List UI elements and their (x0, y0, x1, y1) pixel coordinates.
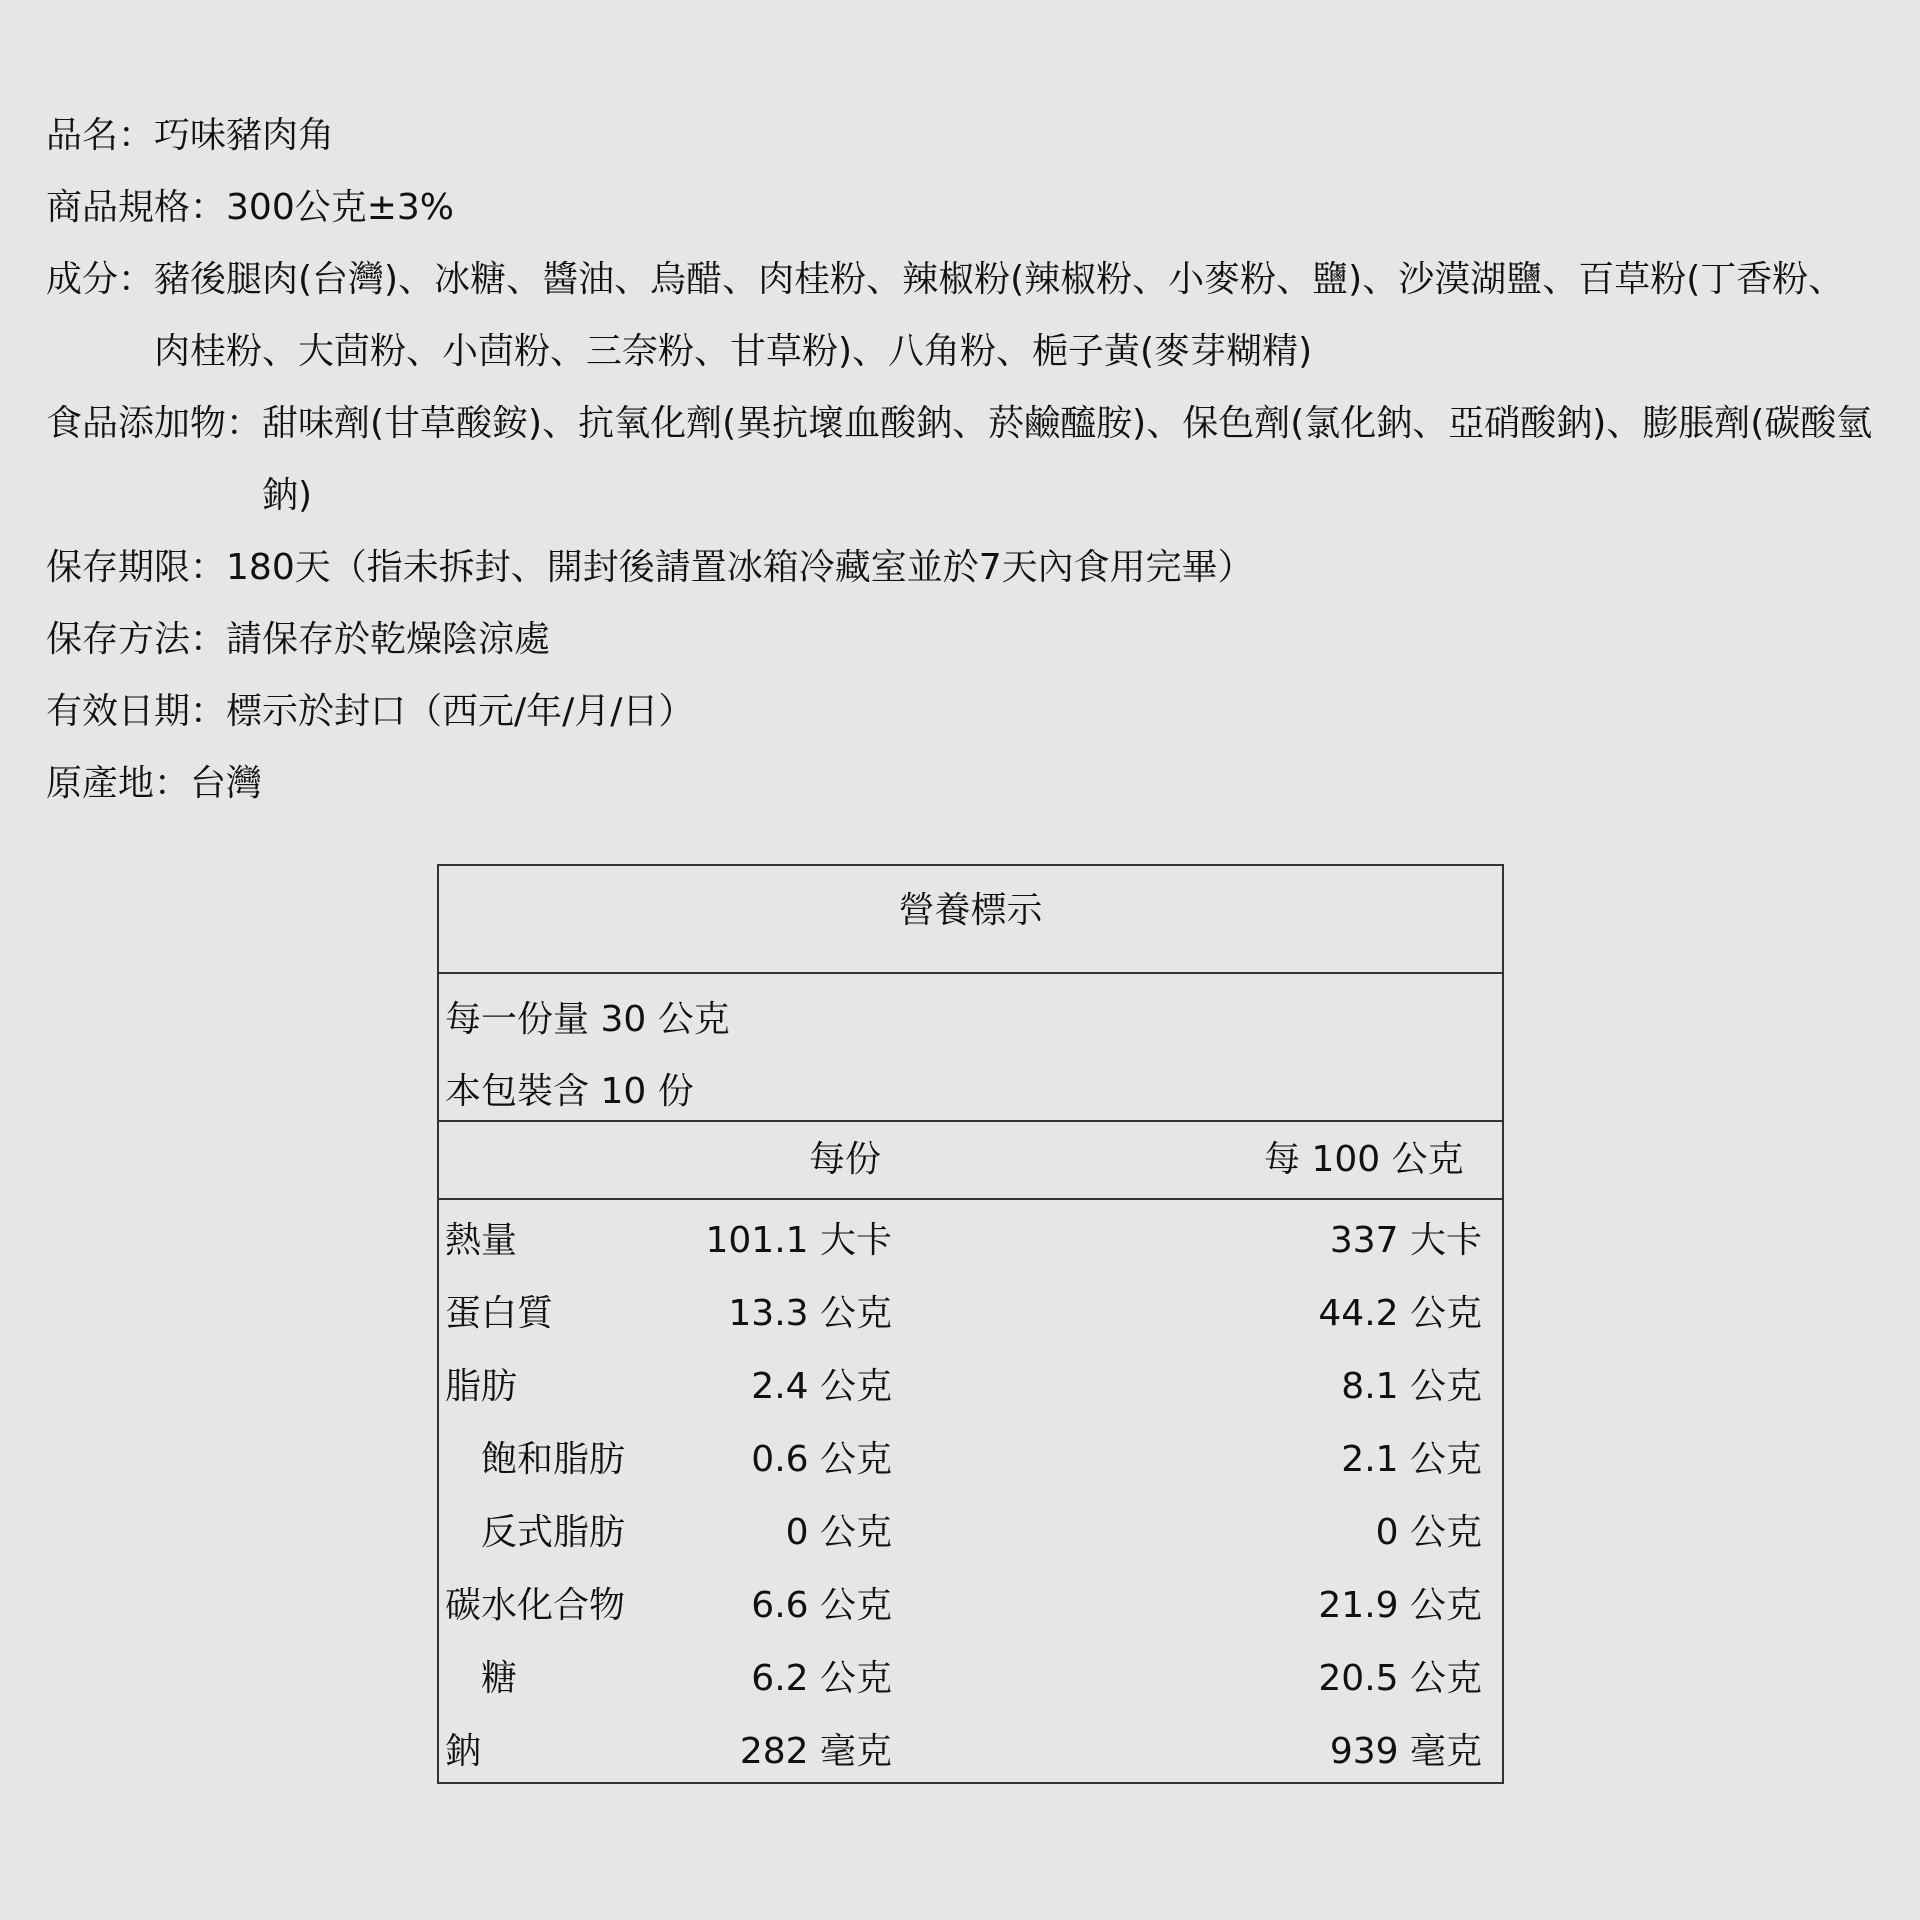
origin-label: 原產地： (46, 763, 191, 804)
nutrient-per-100g: 337 大卡 (1329, 1220, 1482, 1261)
nutrient-name: 碳水化合物 (445, 1585, 626, 1626)
nutrition-column-header (439, 1122, 1502, 1200)
product-info-block (46, 100, 1886, 820)
nutrient-name: 熱量 (445, 1220, 518, 1261)
nutrient-per-serving: 2.4 公克 (751, 1366, 892, 1407)
product-name-row (46, 100, 1886, 172)
per-100g-header: 每 100 公克 (1264, 1139, 1464, 1180)
additives-row (46, 388, 1886, 532)
expiry-value: 標示於封口（西元/年/月/日） (226, 691, 695, 732)
nutrition-title: 營養標示 (439, 866, 1502, 974)
nutrient-per-100g: 44.2 公克 (1318, 1293, 1482, 1334)
nutrient-per-100g: 21.9 公克 (1318, 1585, 1482, 1626)
nutrient-per-serving: 13.3 公克 (728, 1293, 892, 1334)
nutrient-per-serving: 6.6 公克 (751, 1585, 892, 1626)
origin-value: 台灣 (190, 763, 263, 804)
nutrient-per-100g: 2.1 公克 (1341, 1439, 1482, 1480)
ingredients-value: 豬後腿肉(台灣)、冰糖、醬油、烏醋、肉桂粉、辣椒粉(辣椒粉、小麥粉、鹽)、沙漠湖鹽、百草粉(丁香粉、肉桂粉、大茴粉、小茴粉、三奈粉、甘草粉)、八角粉、梔子黃(麥芽糊精) (154, 259, 1845, 372)
nutrient-row-protein (439, 1277, 1502, 1350)
nutrient-row-calories (439, 1204, 1502, 1277)
product-spec-value: 300公克±3% (226, 187, 455, 228)
nutrient-per-serving: 282 毫克 (739, 1731, 892, 1772)
product-name-value: 巧味豬肉角 (154, 115, 335, 156)
ingredients-label: 成分： (46, 259, 155, 300)
shelf-life-value: 180天（指未拆封、開封後請置冰箱冷藏室並於7天內食用完畢） (226, 547, 1254, 588)
nutrient-per-100g: 0 公克 (1375, 1512, 1482, 1553)
nutrient-name: 蛋白質 (445, 1293, 554, 1334)
origin-row (46, 748, 1886, 820)
nutrient-per-100g: 8.1 公克 (1341, 1366, 1482, 1407)
nutrient-name: 鈉 (445, 1731, 482, 1772)
nutrient-row-carbohydrate (439, 1569, 1502, 1642)
nutrient-per-serving: 0 公克 (785, 1512, 892, 1553)
expiry-label: 有效日期： (46, 691, 227, 732)
additives-value: 甜味劑(甘草酸銨)、抗氧化劑(異抗壞血酸鈉、菸鹼醯胺)、保色劑(氯化鈉、亞硝酸鈉)、膨脹劑(碳酸氫鈉) (262, 403, 1873, 516)
nutrient-name: 脂肪 (445, 1366, 518, 1407)
nutrition-facts-table (437, 864, 1504, 1784)
nutrient-per-serving: 101.1 大卡 (705, 1220, 892, 1261)
per-serving-header: 每份 (809, 1139, 882, 1180)
serving-info (439, 974, 1502, 1122)
product-name-label: 品名： (46, 115, 155, 156)
storage-row (46, 604, 1886, 676)
nutrient-name: 糖 (481, 1658, 518, 1699)
nutrient-row-sodium (439, 1715, 1502, 1788)
product-spec-label: 商品規格： (46, 187, 227, 228)
shelf-life-row (46, 532, 1886, 604)
additives-label: 食品添加物： (46, 403, 263, 444)
shelf-life-label: 保存期限： (46, 547, 227, 588)
expiry-row (46, 676, 1886, 748)
product-spec-row (46, 172, 1886, 244)
nutrient-row-fat (439, 1350, 1502, 1423)
nutrition-rows (439, 1200, 1502, 1788)
nutrient-per-serving: 6.2 公克 (751, 1658, 892, 1699)
nutrient-per-100g: 939 毫克 (1329, 1731, 1482, 1772)
storage-value: 請保存於乾燥陰涼處 (226, 619, 551, 660)
storage-label: 保存方法： (46, 619, 227, 660)
ingredients-row (46, 244, 1886, 388)
nutrient-name: 飽和脂肪 (481, 1439, 626, 1480)
nutrient-row-trans-fat (439, 1496, 1502, 1569)
nutrient-per-serving: 0.6 公克 (751, 1439, 892, 1480)
nutrient-row-saturated-fat (439, 1423, 1502, 1496)
nutrient-per-100g: 20.5 公克 (1318, 1658, 1482, 1699)
nutrient-name: 反式脂肪 (481, 1512, 626, 1553)
serving-size: 每一份量 30 公克 (445, 999, 730, 1040)
servings-per-pack: 本包裝含 10 份 (445, 1071, 694, 1112)
nutrient-row-sugar (439, 1642, 1502, 1715)
